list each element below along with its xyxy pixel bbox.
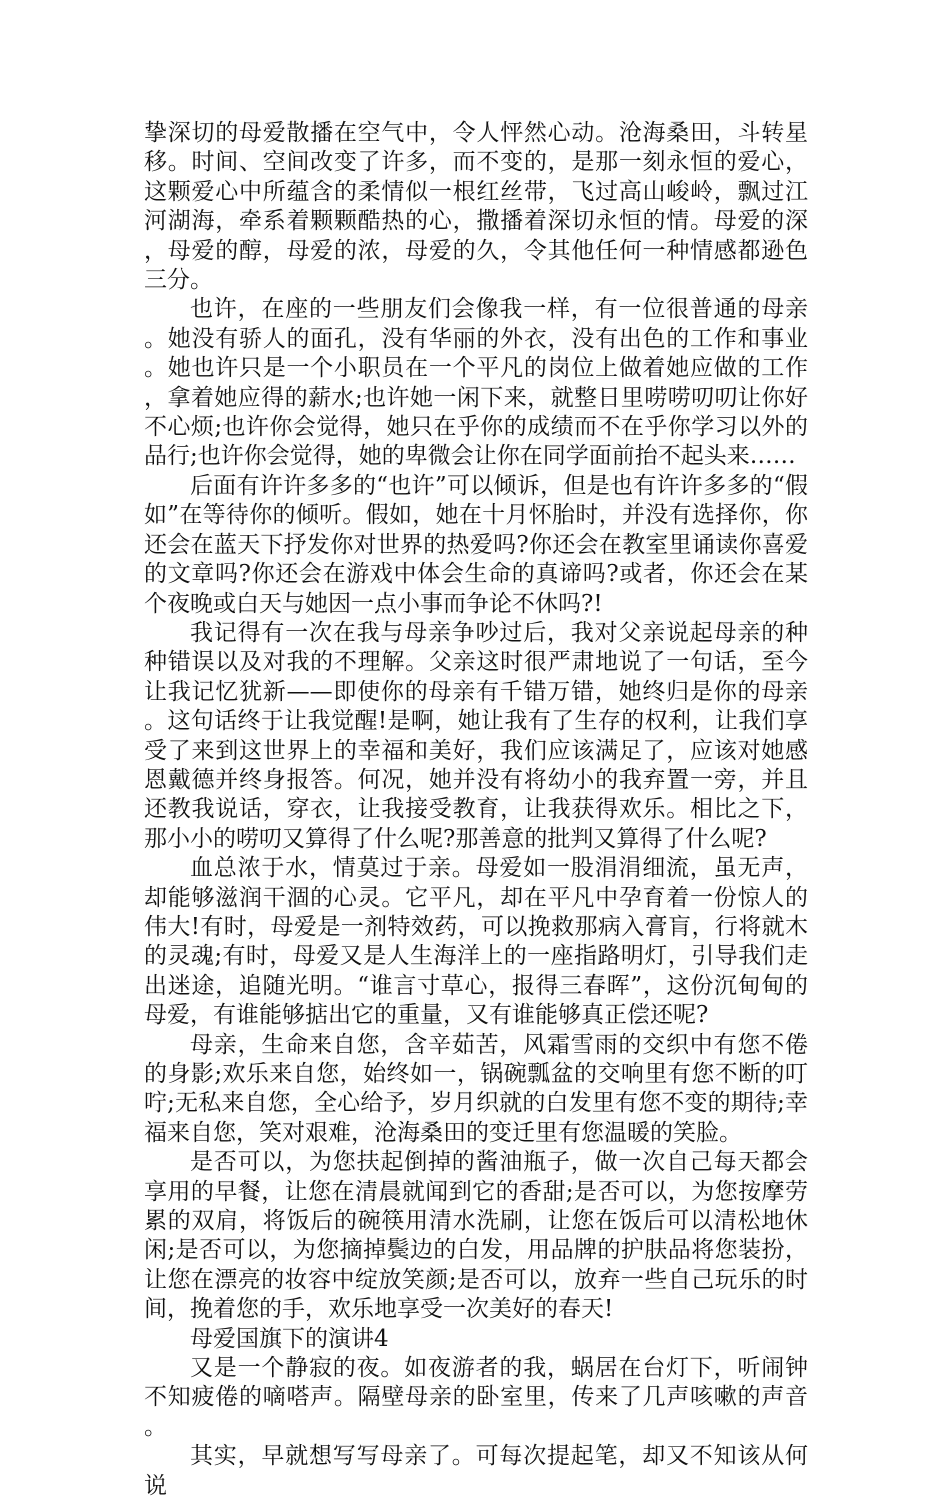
paragraph: 其实，早就想写写母亲了。可每次提起笔，却又不知该从何说 bbox=[144, 1443, 808, 1499]
document-page bbox=[144, 119, 808, 1501]
paragraph: 血总浓于水，情莫过于亲。母爱如一股涓涓细流，虽无声，却能够滋润干涸的心灵。它平凡，却在平凡中孕育着一份惊人的伟大!有时，母爱是一剂特效药，可以挽救那病入膏肓，行将就木的灵魂;有时，母爱又是人生海洋上的一座指路明灯，引导我们走出迷途，追随光明。“谁言寸草心，报得三春晖”，这份沉甸甸的母爱，有谁能够掂出它的重量，又有谁能够真正偿还呢? bbox=[144, 855, 808, 1029]
paragraph: 我记得有一次在我与母亲争吵过后，我对父亲说起母亲的种种错误以及对我的不理解。父亲这时很严肃地说了一句话，至今让我记忆犹新——即使你的母亲有千错万错，她终归是你的母亲。这句话终于让我觉醒!是啊，她让我有了生存的权利，让我们享受了来到这世界上的幸福和美好，我们应该满足了，应该对她感恩戴德并终身报答。何况，她并没有将幼小的我弃置一旁，并且还教我说话，穿衣，让我接受教育，让我获得欢乐。相比之下，那小小的唠叨又算得了什么呢?那善意的批判又算得了什么呢? bbox=[144, 619, 808, 852]
paragraph: 后面有许许多多的“也许”可以倾诉，但是也有许许多多的“假如”在等待你的倾听。假如，她在十月怀胎时，并没有选择你，你还会在蓝天下抒发你对世界的热爱吗?你还会在教室里诵读你喜爱的文章吗?你还会在游戏中体会生命的真谛吗?或者，你还会在某个夜晚或白天与她因一点小事而争论不休吗?! bbox=[144, 472, 808, 617]
paragraph: 也许，在座的一些朋友们会像我一样，有一位很普通的母亲。她没有骄人的面孔，没有华丽的外衣，没有出色的工作和事业。她也许只是一个小职员在一个平凡的岗位上做着她应做的工作，拿着她应得的薪水;也许她一闲下来，就整日里唠唠叨叨让你好不心烦;也许你会觉得，她只在乎你的成绩而不在乎你学习以外的品行;也许你会觉得，她的卑微会让你在同学面前抬不起头来…… bbox=[144, 296, 808, 470]
section-heading: 母爱国旗下的演讲4 bbox=[190, 1325, 389, 1352]
paragraph: 是否可以，为您扶起倒掉的酱油瓶子，做一次自己每天都会享用的早餐，让您在清晨就闻到它的香甜;是否可以，为您按摩劳累的双肩，将饭后的碗筷用清水洗刷，让您在饭后可以清松地休闲;是否可以，为您摘掉鬓边的白发，用品牌的护肤品将您装扮，让您在漂亮的妆容中绽放笑颜;是否可以，放弃一些自己玩乐的时间，挽着您的手，欢乐地享受一次美好的春天! bbox=[144, 1149, 808, 1323]
paragraph: 又是一个静寂的夜。如夜游者的我，蜗居在台灯下，听闹钟不知疲倦的嘀嗒声。隔壁母亲的卧室里，传来了几声咳嗽的声音。 bbox=[144, 1355, 808, 1440]
paragraph: 挚深切的母爱散播在空气中，令人怦然心动。沧海桑田，斗转星移。时间、空间改变了许多，而不变的，是那一刻永恒的爱心，这颗爱心中所蕴含的柔情似一根红丝带，飞过高山峻岭，飘过江河湖海，牵系着颗颗酷热的心，撒播着深切永恒的情。母爱的深，母爱的醇，母爱的浓，母爱的久，令其他任何一种情感都逊色三分。 bbox=[144, 120, 808, 294]
paragraph: 母亲，生命来自您，含辛茹苦，风霜雪雨的交织中有您不倦的身影;欢乐来自您，始终如一，锅碗瓢盆的交响里有您不断的叮咛;无私来自您，全心给予，岁月织就的白发里有您不变的期待;幸福来自您，笑对艰难，沧海桑田的变迁里有您温暖的笑脸。 bbox=[144, 1031, 808, 1146]
